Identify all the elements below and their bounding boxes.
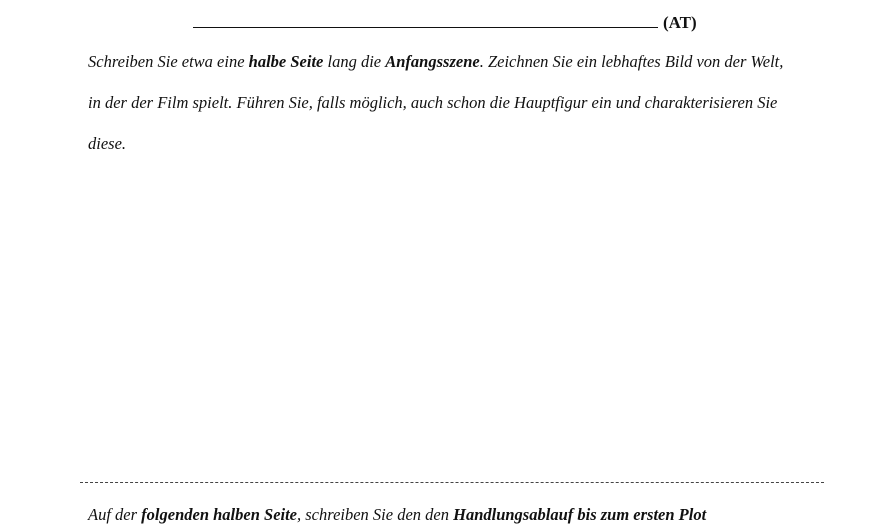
cut-line-divider <box>80 482 824 483</box>
instruction-text: . Zeichnen Sie ein lebhaftes Bild von der Welt, in der der Film spielt. Führen Sie, falls möglich, auch schon die Hauptfigur ein und charakterisieren Sie diese. <box>88 52 784 153</box>
instruction-opening-scene <box>88 41 788 164</box>
instruction-emphasis: halbe Seite <box>248 52 324 71</box>
instruction-emphasis: Anfangsszene <box>385 52 480 71</box>
title-line <box>193 9 713 33</box>
title-blank-field <box>193 27 658 28</box>
title-suffix: (AT) <box>663 13 697 32</box>
instruction-text: , schreiben Sie den den <box>297 505 454 524</box>
instruction-emphasis: folgenden halben Seite <box>141 505 298 524</box>
instruction-plot <box>88 501 848 529</box>
instruction-text: Schreiben Sie etwa eine <box>88 52 249 71</box>
instruction-text: lang die <box>323 52 386 71</box>
instruction-text: Auf der <box>88 505 142 524</box>
instruction-emphasis: Handlungsablauf bis zum ersten Plot <box>453 505 707 524</box>
